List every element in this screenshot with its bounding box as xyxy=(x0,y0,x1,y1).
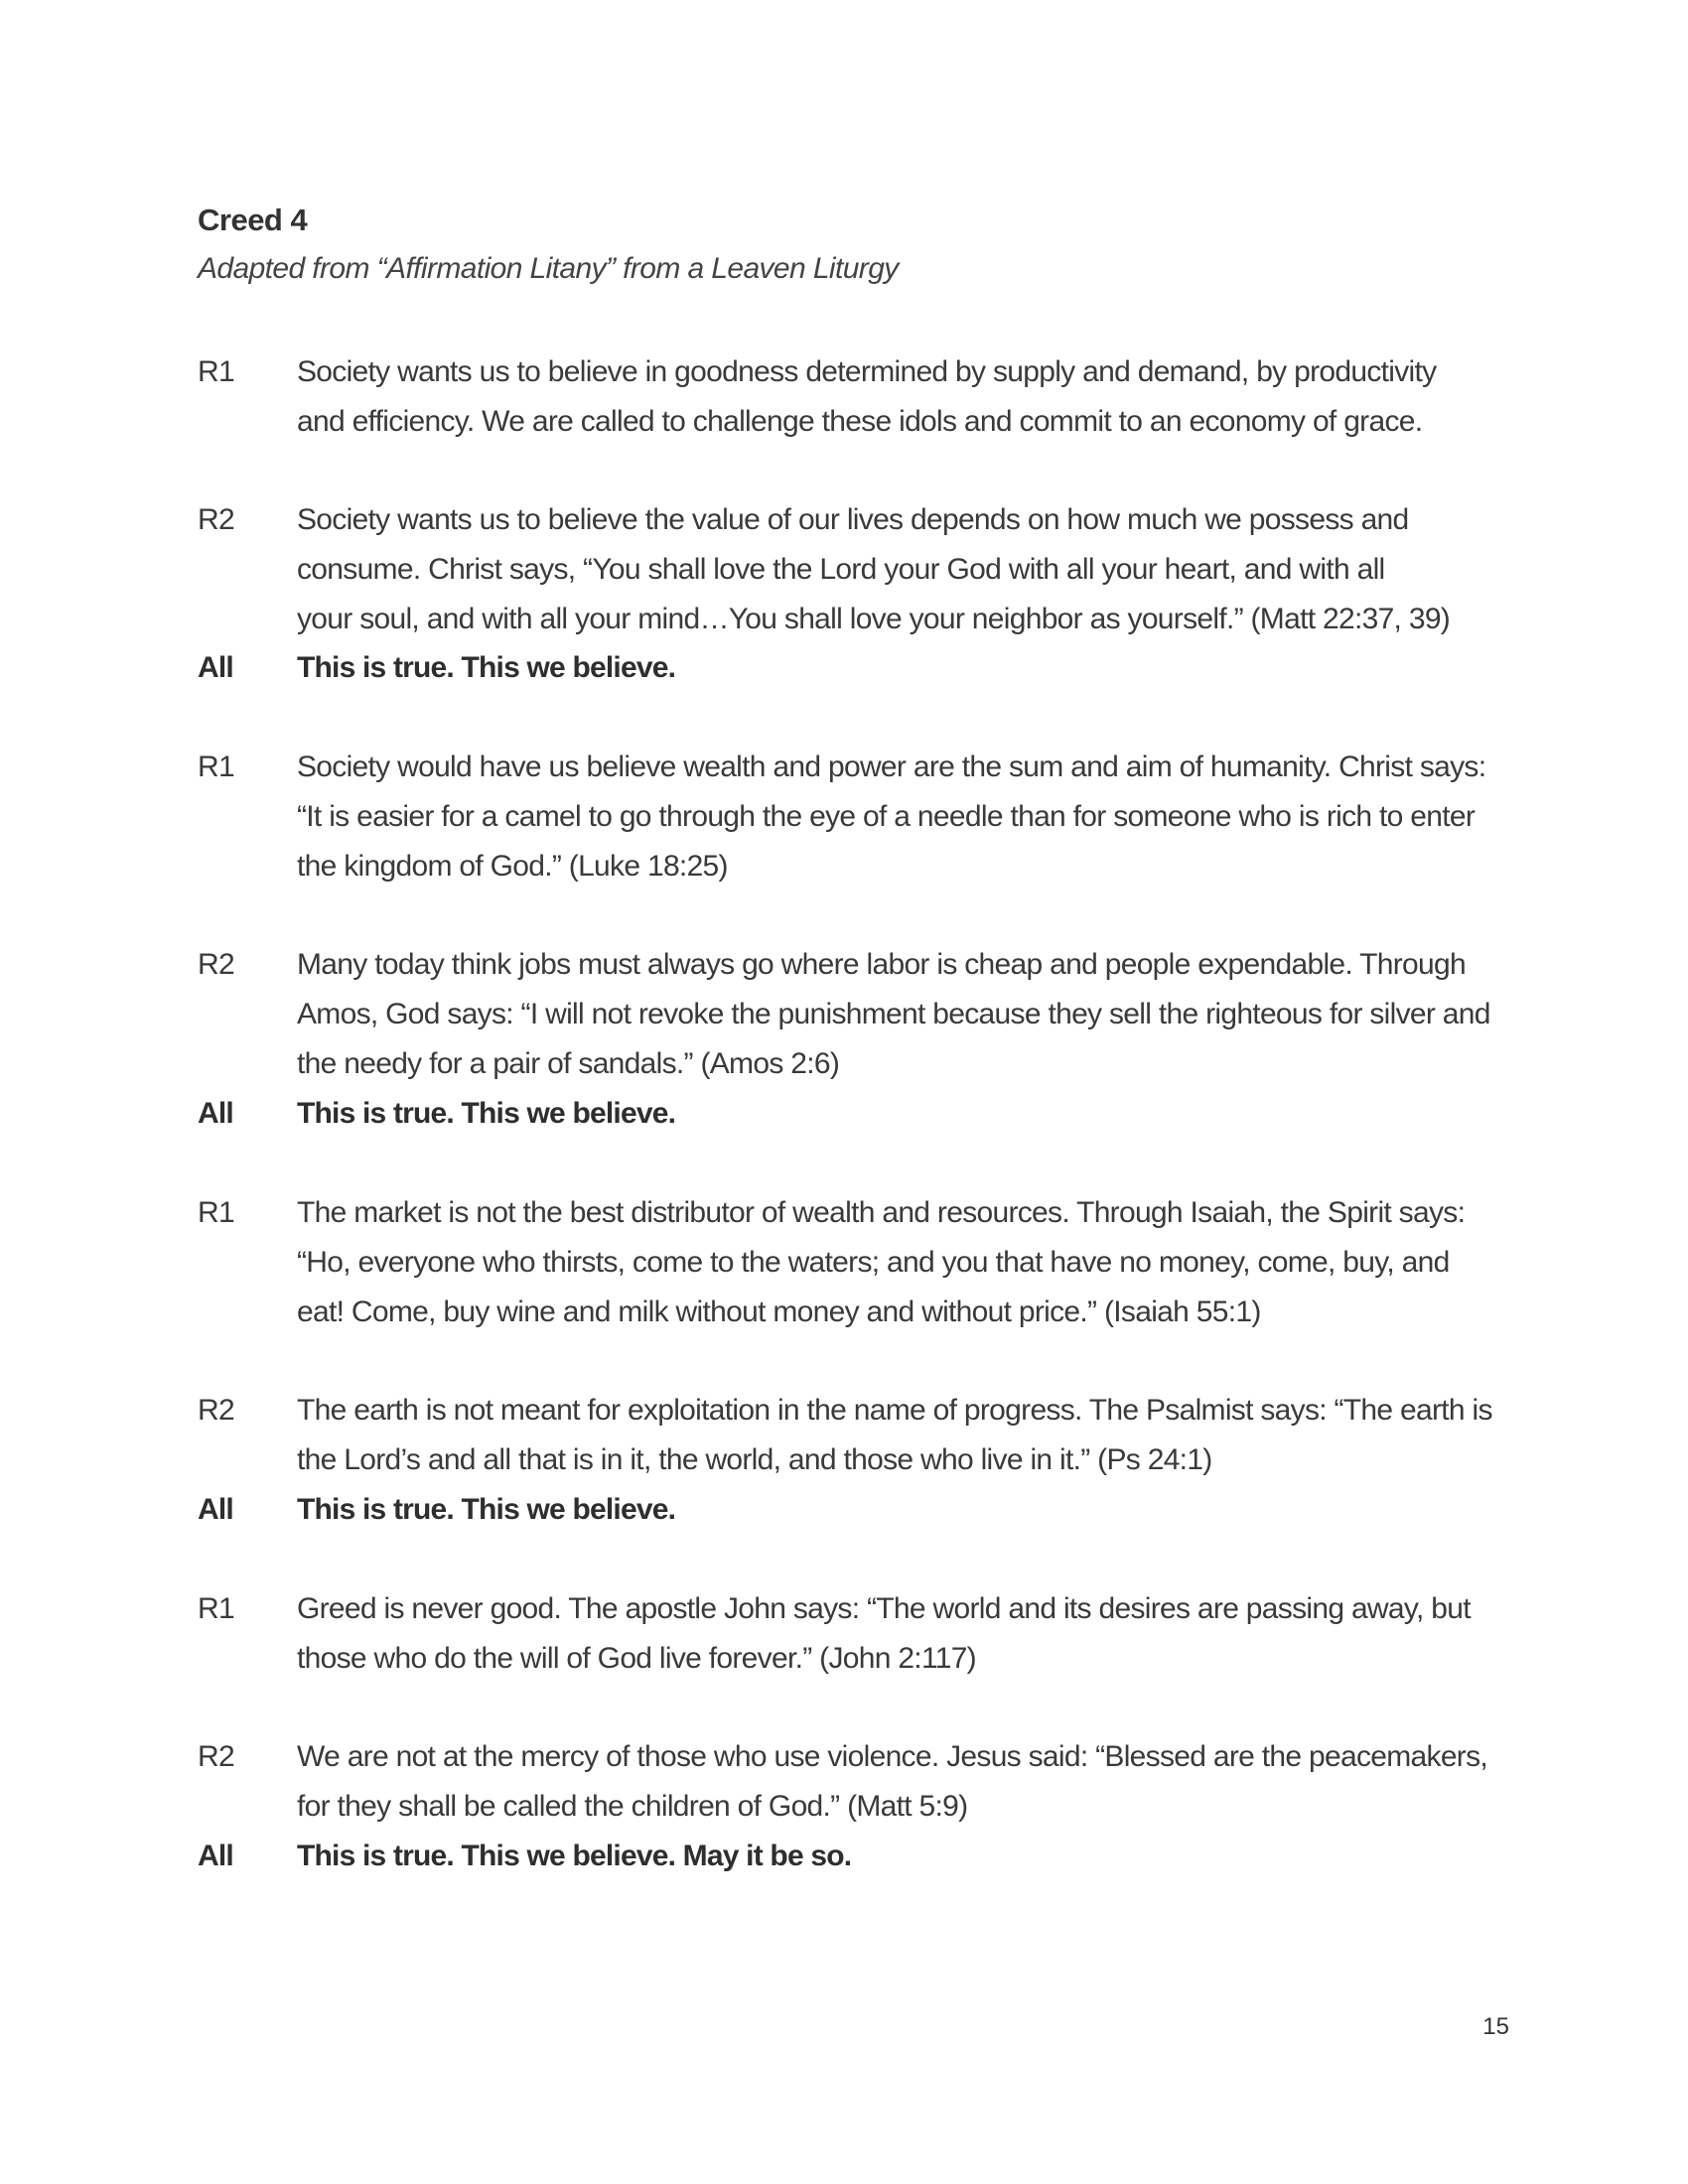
litany-response xyxy=(198,1089,1488,1139)
litany-line: the kingdom of God.” (Luke 18:25) xyxy=(297,850,728,883)
litany-response xyxy=(198,1485,1488,1535)
litany-response xyxy=(198,1832,1488,1881)
litany-entry xyxy=(198,347,1488,447)
litany-text xyxy=(297,347,1488,447)
litany-line: Society wants us to believe in goodness determined by supply and demand, by productivity xyxy=(297,355,1437,388)
litany-text xyxy=(297,1832,1488,1881)
litany-line: This is true. This we believe. xyxy=(297,651,676,684)
litany-entry xyxy=(198,743,1488,891)
litany-line: “It is easier for a camel to go through the eye of a needle than for someone who is rich to enter xyxy=(297,800,1476,833)
speaker-label: All xyxy=(198,651,233,684)
litany-text xyxy=(297,1386,1492,1485)
litany-text xyxy=(297,1584,1488,1684)
speaker-label: R1 xyxy=(198,355,234,388)
litany-line: This is true. This we believe. May it be so. xyxy=(297,1840,852,1872)
speaker-label: All xyxy=(198,1097,233,1130)
litany-line: those who do the will of God live forever.” (John 2:117) xyxy=(297,1642,976,1675)
speaker-label: All xyxy=(198,1840,233,1872)
speaker-label: R1 xyxy=(198,751,234,783)
litany-line: “Ho, everyone who thirsts, come to the waters; and you that have no money, come, buy, and xyxy=(297,1246,1450,1279)
litany-text xyxy=(297,1485,1488,1535)
speaker-label: All xyxy=(198,1493,233,1526)
litany-text xyxy=(297,643,1488,693)
litany-line: This is true. This we believe. xyxy=(297,1097,676,1130)
litany-entry xyxy=(198,940,1488,1089)
speaker-label: R2 xyxy=(198,1740,234,1773)
litany-line: Society wants us to believe the value of our lives depends on how much we possess and xyxy=(297,503,1409,536)
page-title: Creed 4 xyxy=(198,203,308,237)
litany-line: eat! Come, buy wine and milk without money and without price.” (Isaiah 55:1) xyxy=(297,1296,1261,1328)
litany-text xyxy=(297,1188,1488,1337)
page-subtitle: Adapted from “Affirmation Litany” from a Leaven Liturgy xyxy=(198,252,899,285)
litany-line: This is true. This we believe. xyxy=(297,1493,676,1526)
litany-entry xyxy=(198,1188,1488,1337)
speaker-label: R2 xyxy=(198,948,234,981)
litany-line: The earth is not meant for exploitation in the name of progress. The Psalmist says: “The earth is xyxy=(297,1394,1492,1427)
litany-entry xyxy=(198,1386,1492,1485)
litany-line: the Lord’s and all that is in it, the world, and those who live in it.” (Ps 24:1) xyxy=(297,1443,1212,1476)
litany-line: Amos, God says: “I will not revoke the punishment because they sell the righteous for silver and xyxy=(297,998,1490,1030)
litany-line: Greed is never good. The apostle John says: “The world and its desires are passing away, but xyxy=(297,1592,1471,1625)
litany-line: Society would have us believe wealth and power are the sum and aim of humanity. Christ says: xyxy=(297,751,1486,783)
speaker-label: R1 xyxy=(198,1196,234,1229)
litany-entry xyxy=(198,1732,1488,1832)
speaker-label: R2 xyxy=(198,503,234,536)
litany-text xyxy=(297,743,1488,891)
litany-response xyxy=(198,643,1488,693)
litany-line: and efficiency. We are called to challenge these idols and commit to an economy of grace. xyxy=(297,405,1423,438)
litany-entry xyxy=(198,1584,1488,1684)
litany-text xyxy=(297,1089,1488,1139)
litany-text xyxy=(297,495,1488,644)
speaker-label: R1 xyxy=(198,1592,234,1625)
litany-text xyxy=(297,940,1488,1089)
litany-line: Many today think jobs must always go where labor is cheap and people expendable. Through xyxy=(297,948,1466,981)
litany-line: the needy for a pair of sandals.” (Amos 2:6) xyxy=(297,1047,840,1080)
speaker-label: R2 xyxy=(198,1394,234,1427)
litany-line: consume. Christ says, “You shall love the Lord your God with all your heart, and with all xyxy=(297,553,1385,586)
litany-line: We are not at the mercy of those who use violence. Jesus said: “Blessed are the peacemakers, xyxy=(297,1740,1488,1773)
litany-text xyxy=(297,1732,1488,1832)
page-number: 15 xyxy=(1482,2013,1509,2040)
litany-line: your soul, and with all your mind…You shall love your neighbor as yourself.” (Matt 22:37, 39) xyxy=(297,603,1451,635)
litany-entry xyxy=(198,495,1488,644)
litany-line: for they shall be called the children of God.” (Matt 5:9) xyxy=(297,1790,968,1823)
litany-line: The market is not the best distributor of wealth and resources. Through Isaiah, the Spirit says: xyxy=(297,1196,1466,1229)
